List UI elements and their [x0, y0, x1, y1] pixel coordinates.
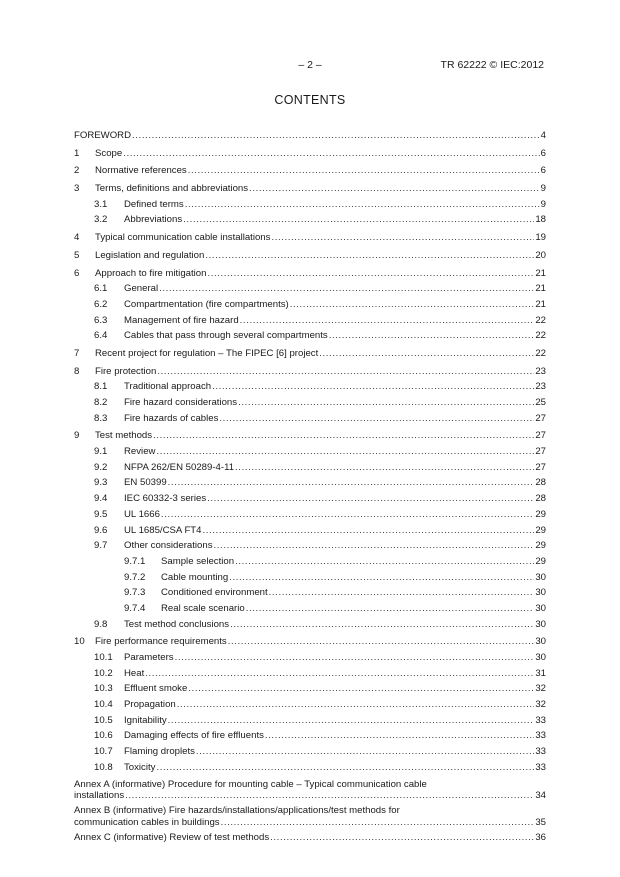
toc-entry[interactable]	[74, 128, 546, 144]
toc-entry[interactable]	[74, 163, 546, 179]
toc-entry-number: 9.4	[94, 493, 108, 505]
toc-entry[interactable]	[74, 491, 546, 507]
toc-entry[interactable]	[74, 346, 546, 362]
toc-entry[interactable]	[74, 212, 546, 228]
toc-entry[interactable]	[74, 507, 546, 523]
toc-entry-page: 4	[540, 130, 546, 141]
toc-entry-title: Defined terms	[124, 198, 184, 210]
toc-entry-number: 6	[74, 267, 80, 279]
toc-entry-title: Test method conclusions	[124, 618, 230, 630]
toc-entry-title: Terms, definitions and abbreviations	[95, 183, 249, 195]
toc-entry-number: 10.5	[94, 714, 113, 726]
toc-entry-number: 9.5	[94, 508, 108, 520]
toc-entry[interactable]	[74, 281, 546, 297]
toc-entry-page: 29	[535, 524, 546, 536]
toc-entry-page: 9	[540, 198, 546, 210]
dot-leader	[219, 411, 534, 427]
dot-leader	[235, 460, 534, 476]
toc-annex-entry[interactable]	[74, 805, 546, 829]
toc-entry-title: Effluent smoke	[124, 683, 188, 695]
toc-entry[interactable]	[74, 428, 546, 444]
annex-title-text: installations	[74, 790, 125, 802]
toc-entry-title: Typical communication cable installations	[95, 232, 271, 244]
toc-entry-title: Fire protection	[95, 365, 157, 377]
toc-entry-page: 6	[540, 147, 546, 159]
toc-entry[interactable]	[74, 760, 546, 776]
dot-leader	[175, 650, 535, 666]
dot-leader	[212, 379, 534, 395]
dot-leader	[207, 266, 534, 282]
toc-entry-page: 22	[535, 314, 546, 326]
dot-leader	[156, 760, 534, 776]
toc-entry[interactable]	[74, 230, 546, 246]
toc-entry[interactable]	[74, 554, 546, 570]
toc-entry-number: 9.3	[94, 477, 108, 489]
toc-entry-title: EN 50399	[124, 477, 167, 489]
toc-annex-entry[interactable]	[74, 832, 546, 844]
toc-entry-title: Management of fire hazard	[124, 314, 239, 326]
toc-entry-number: 10.8	[94, 761, 113, 773]
table-of-contents	[74, 128, 546, 843]
toc-entry-number: 8.3	[94, 412, 108, 424]
toc-entry-number: 3.1	[94, 198, 108, 210]
toc-entry-number: 7	[74, 347, 80, 359]
toc-entry-number: 10.6	[94, 730, 113, 742]
dot-leader	[230, 617, 534, 633]
dot-leader	[235, 554, 534, 570]
toc-entry[interactable]	[74, 713, 546, 729]
toc-entry-title: Fire hazards of cables	[124, 412, 219, 424]
dot-leader	[271, 230, 534, 246]
toc-entry-page: 28	[535, 493, 546, 505]
toc-entry[interactable]	[74, 744, 546, 760]
dot-leader	[246, 601, 535, 617]
toc-entry-page: 30	[535, 571, 546, 583]
toc-entry-title: Test methods	[95, 430, 153, 442]
toc-entry-title: Sample selection	[161, 555, 235, 567]
toc-entry-page: 33	[535, 761, 546, 773]
toc-entry-title: IEC 60332-3 series	[124, 493, 207, 505]
toc-entry[interactable]	[74, 728, 546, 744]
toc-entry-number: 9.7.3	[124, 587, 146, 599]
toc-entry-number: 9.8	[94, 618, 108, 630]
toc-entry-number: 9.7	[94, 540, 108, 552]
toc-entry-page: 22	[535, 347, 546, 359]
toc-entry-number: 6.1	[94, 283, 108, 295]
dot-leader	[249, 181, 540, 197]
toc-entry-title: Fire performance requirements	[95, 636, 227, 648]
toc-entry[interactable]	[74, 146, 546, 162]
toc-entry[interactable]	[74, 650, 546, 666]
toc-entry-title: UL 1666	[124, 508, 160, 520]
toc-entry-number: 10.2	[94, 667, 113, 679]
toc-entry-page: 32	[535, 683, 546, 695]
toc-entry[interactable]	[74, 181, 546, 197]
dot-leader	[177, 697, 535, 713]
toc-entry-number: 9.1	[94, 446, 108, 458]
toc-entry[interactable]	[74, 538, 546, 554]
toc-entry-page: 19	[535, 232, 546, 244]
toc-entry[interactable]	[74, 313, 546, 329]
contents-title: CONTENTS	[274, 93, 346, 107]
toc-entry-page: 20	[535, 249, 546, 261]
toc-entry-number: 2	[74, 165, 80, 177]
toc-entry-number: 4	[74, 232, 80, 244]
toc-entry[interactable]	[74, 266, 546, 282]
toc-entry[interactable]	[74, 248, 546, 264]
dot-leader	[168, 475, 535, 491]
toc-entry-page: 27	[535, 412, 546, 424]
dot-leader	[168, 713, 535, 729]
toc-entry-title: UL 1685/CSA FT4	[124, 524, 202, 536]
toc-entry[interactable]	[74, 666, 546, 682]
toc-entry-page: 33	[535, 746, 546, 758]
toc-entry-page: 21	[535, 298, 546, 310]
dot-leader	[203, 523, 535, 539]
toc-entry-title: Fire hazard considerations	[124, 397, 238, 408]
toc-entry-page: 30	[535, 618, 546, 630]
toc-entry[interactable]	[74, 364, 546, 380]
page-number: – 2 –	[298, 59, 322, 71]
annex-title-line: Annex B (informative) Fire hazards/installations/applications/test methods for	[74, 805, 400, 817]
annex-title-continuation	[74, 817, 546, 829]
toc-entry-title: Parameters	[124, 652, 174, 663]
toc-entry[interactable]	[74, 585, 546, 601]
toc-entry-page: 18	[535, 214, 546, 226]
toc-entry-number: 8.2	[94, 397, 108, 408]
annex-title-text: communication cables in buildings	[74, 816, 220, 828]
toc-entry-number: 8	[74, 365, 80, 377]
toc-entry-page: 21	[535, 267, 546, 279]
toc-entry-number: 8.1	[94, 381, 108, 393]
toc-entry-title: Cables that pass through several compartments	[124, 330, 328, 342]
toc-entry-number: 9.7.2	[124, 571, 146, 583]
toc-entry-title: Heat	[124, 667, 145, 679]
toc-entry-page: 30	[535, 636, 546, 648]
toc-entry[interactable]	[74, 460, 546, 476]
toc-entry-title: Recent project for regulation – The FIPEC [6] project	[95, 347, 319, 359]
toc-entry-title: Traditional approach	[124, 381, 212, 393]
toc-entry-number: 9.7.1	[124, 555, 146, 567]
toc-entry-page: 27	[535, 461, 546, 473]
toc-entry[interactable]	[74, 395, 546, 411]
toc-entry-page: 30	[535, 587, 546, 599]
toc-entry-title: Flaming droplets	[124, 746, 195, 758]
dot-leader	[157, 364, 534, 380]
toc-entry[interactable]	[74, 681, 546, 697]
toc-entry-page: 30	[535, 602, 546, 614]
dot-leader	[238, 395, 534, 411]
toc-entry-title: Legislation and regulation	[95, 249, 205, 261]
toc-entry-page: 21	[535, 283, 546, 295]
toc-entry[interactable]	[74, 444, 546, 460]
dot-leader	[188, 681, 534, 697]
dot-leader	[270, 832, 534, 844]
toc-entry-page: 23	[535, 365, 546, 377]
toc-entry-page: 29	[535, 540, 546, 552]
dot-leader	[153, 428, 534, 444]
dot-leader	[125, 790, 534, 802]
toc-entry-page: 25	[535, 397, 546, 408]
toc-entry-page: 31	[535, 667, 546, 679]
toc-entry-number: 6.2	[94, 298, 108, 310]
toc-entry-page: 34	[535, 790, 546, 802]
toc-entry-number: 10.4	[94, 699, 113, 711]
dot-leader	[269, 585, 535, 601]
toc-entry-page: 30	[535, 652, 546, 663]
dot-leader	[161, 507, 534, 523]
toc-entry-title: Damaging effects of fire effluents	[124, 730, 264, 742]
toc-entry-number: 9	[74, 430, 80, 442]
toc-entry[interactable]	[74, 197, 546, 213]
toc-entry-number: 10.1	[94, 652, 113, 663]
toc-entry-title: Scope	[95, 147, 123, 159]
toc-entry-title: Cable mounting	[161, 571, 229, 583]
dot-leader	[196, 744, 534, 760]
dot-leader	[185, 197, 540, 213]
toc-entry-title: Approach to fire mitigation	[95, 267, 207, 279]
toc-entry-number: 3.2	[94, 214, 108, 226]
toc-entry[interactable]	[74, 328, 546, 344]
toc-entry-page: 29	[535, 508, 546, 520]
toc-entry-title: Normative references	[95, 165, 187, 177]
toc-entry-title: Toxicity	[124, 761, 156, 773]
dot-leader	[156, 444, 534, 460]
toc-entry[interactable]	[74, 297, 546, 313]
toc-annex-entry[interactable]	[74, 779, 546, 803]
toc-entry-title: Conditioned environment	[161, 587, 268, 599]
dot-leader	[265, 728, 534, 744]
toc-entry-number: 6.3	[94, 314, 108, 326]
toc-entry[interactable]	[74, 411, 546, 427]
toc-entry-number: 10.3	[94, 683, 113, 695]
dot-leader	[207, 491, 534, 507]
toc-entry-page: 27	[535, 446, 546, 458]
dot-leader	[183, 212, 534, 228]
toc-entry-page: 36	[535, 831, 546, 843]
toc-entry-page: 6	[540, 165, 546, 177]
toc-entry-title: Real scale scenario	[161, 602, 245, 614]
toc-entry-title: Propagation	[124, 699, 176, 711]
toc-entry-title: Ignitability	[124, 714, 167, 726]
document-reference: TR 62222 © IEC:2012	[440, 59, 544, 71]
toc-entry[interactable]	[74, 617, 546, 633]
toc-entry-number: 10	[74, 636, 85, 648]
dot-leader	[240, 313, 535, 329]
toc-entry-page: 32	[535, 699, 546, 711]
toc-entry-title: Review	[124, 446, 156, 458]
toc-entry-title: FOREWORD	[74, 130, 132, 141]
dot-leader	[188, 163, 540, 179]
dot-leader	[290, 297, 535, 313]
toc-entry[interactable]	[74, 697, 546, 713]
toc-entry-page: 33	[535, 714, 546, 726]
dot-leader	[319, 346, 534, 362]
dot-leader	[205, 248, 534, 264]
toc-entry-title: Compartmentation (fire compartments)	[124, 298, 289, 310]
annex-title-text: Annex C (informative) Review of test methods	[74, 831, 270, 843]
toc-entry[interactable]	[74, 601, 546, 617]
toc-entry-page: 28	[535, 477, 546, 489]
toc-entry-number: 5	[74, 249, 80, 261]
toc-entry[interactable]	[74, 634, 546, 650]
dot-leader	[329, 328, 535, 344]
toc-entry-page: 27	[535, 430, 546, 442]
toc-entry-number: 6.4	[94, 330, 108, 342]
annex-title-continuation	[74, 790, 546, 802]
toc-entry-number: 9.7.4	[124, 602, 146, 614]
toc-entry-page: 22	[535, 330, 546, 342]
toc-entry[interactable]	[74, 570, 546, 586]
toc-entry-title: Abbreviations	[124, 214, 183, 226]
toc-entry-title: General	[124, 283, 159, 295]
toc-entry-number: 9.6	[94, 524, 108, 536]
toc-entry[interactable]	[74, 523, 546, 539]
dot-leader	[123, 146, 539, 162]
toc-entry-number: 3	[74, 183, 80, 195]
toc-entry[interactable]	[74, 475, 546, 491]
dot-leader	[132, 128, 540, 144]
toc-entry-page: 33	[535, 730, 546, 742]
toc-entry-number: 9.2	[94, 461, 108, 473]
toc-entry-page: 35	[535, 816, 546, 828]
toc-entry-page: 9	[540, 183, 546, 195]
toc-entry-title: NFPA 262/EN 50289-4-11	[124, 461, 235, 473]
dot-leader	[159, 281, 534, 297]
toc-entry-title: Other considerations	[124, 540, 213, 552]
dot-leader	[228, 634, 535, 650]
dot-leader	[221, 817, 535, 829]
toc-entry-page: 23	[535, 381, 546, 393]
dot-leader	[145, 666, 534, 682]
toc-entry-number: 10.7	[94, 746, 113, 758]
toc-entry-number: 1	[74, 147, 80, 159]
toc-entry-page: 29	[535, 555, 546, 567]
dot-leader	[214, 538, 535, 554]
toc-entry[interactable]	[74, 379, 546, 395]
dot-leader	[229, 570, 534, 586]
annex-title-line: Annex A (informative) Procedure for mounting cable – Typical communication cable	[74, 778, 427, 790]
